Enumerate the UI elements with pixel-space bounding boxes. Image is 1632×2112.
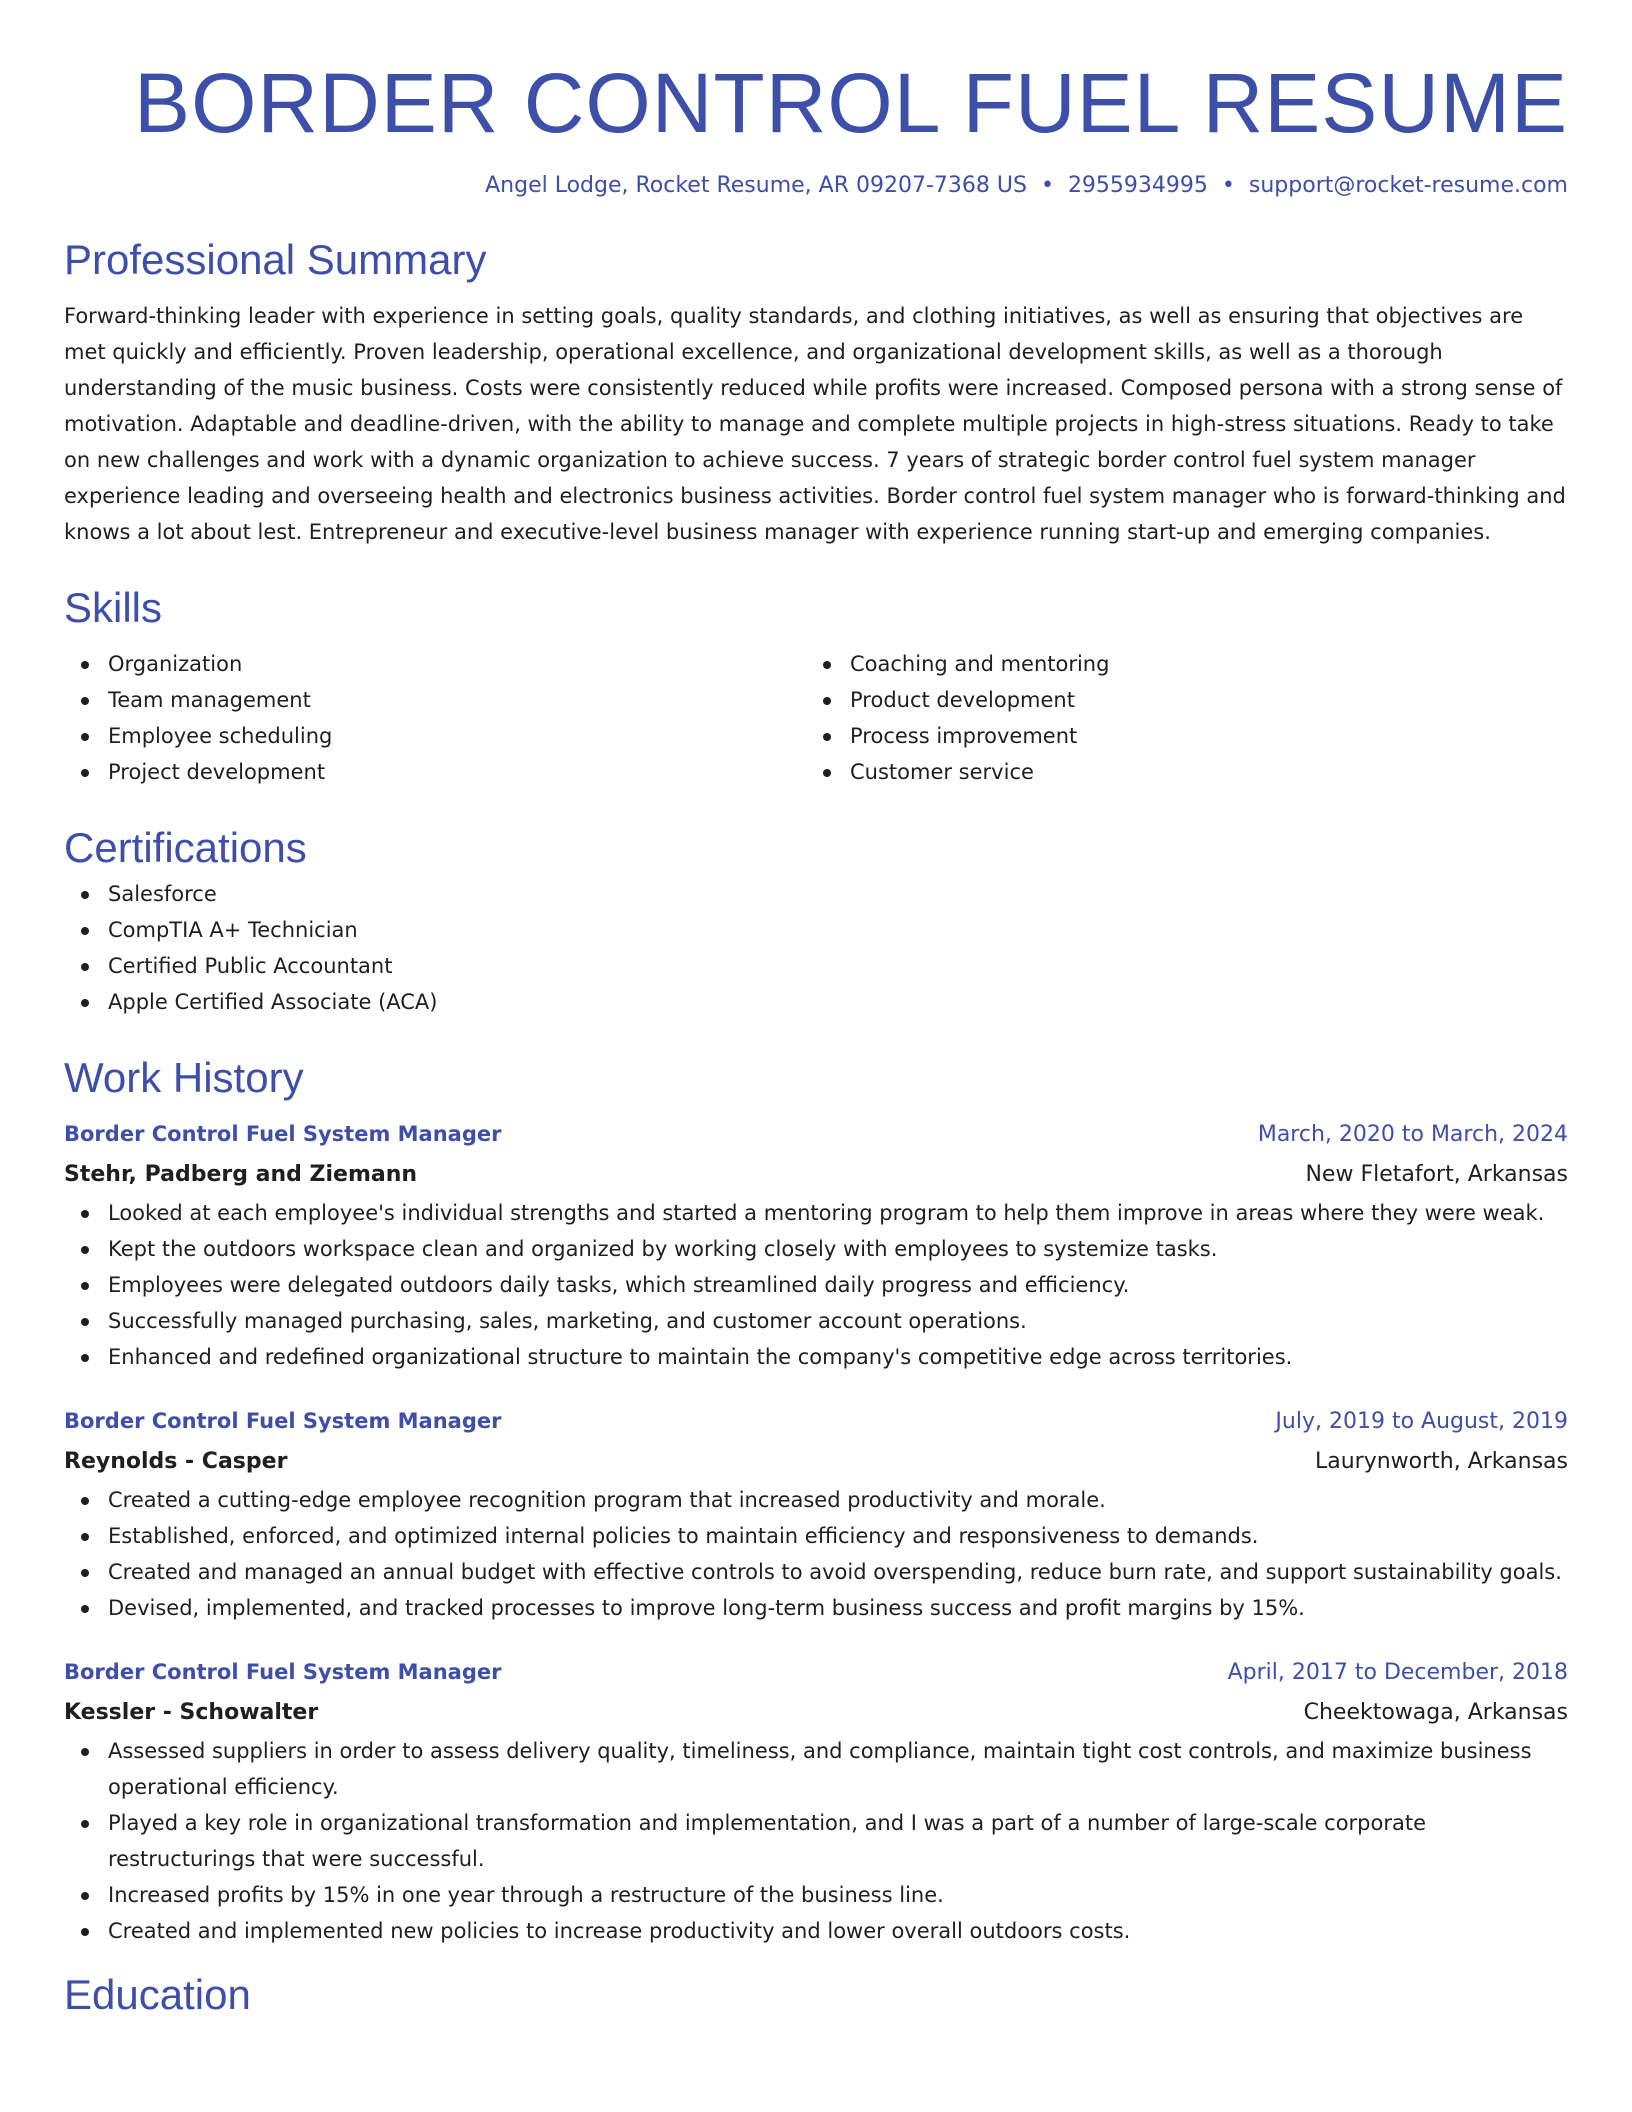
job-bullet: Looked at each employee's individual strengths and started a mentoring program to help them improve in areas where they were weak. <box>64 1195 1568 1231</box>
job-bullet: Assessed suppliers in order to assess delivery quality, timeliness, and compliance, maintain tight cost controls, and maximize business operational efficiency. <box>64 1733 1568 1805</box>
skill-item: Employee scheduling <box>64 718 806 754</box>
bullet-separator: • <box>1040 173 1054 198</box>
certification-item: Apple Certified Associate (ACA) <box>64 984 1568 1020</box>
job-bullet: Created and implemented new policies to increase productivity and lower overall outdoors costs. <box>64 1913 1568 1949</box>
section-heading-summary: Professional Summary <box>64 236 487 283</box>
job-entry <box>64 1652 1568 1949</box>
skill-item: Customer service <box>806 754 1548 790</box>
job-bullet: Successfully managed purchasing, sales, marketing, and customer account operations. <box>64 1303 1568 1339</box>
bullet-separator: • <box>1221 173 1235 198</box>
skill-item: Product development <box>806 682 1548 718</box>
summary-text: Forward-thinking leader with experience in setting goals, quality standards, and clothing initiatives, as well as ensuring that objectives are met quickly and efficiently. Proven leadership, operational excellence, and organizational development skills, as well as a thorough understanding of the music business. Costs were consistently reduced while profits were increased. Composed persona with a strong sense of motivation. Adaptable and deadline-driven, with the ability to manage and complete multiple projects in high-stress situations. Ready to take on new challenges and work with a dynamic organization to achieve success. 7 years of strategic border control fuel system manager experience leading and overseeing health and electronics business activities. Border control fuel system manager who is forward-thinking and knows a lot about lest. Entrepreneur and executive-level business manager with experience running start-up and emerging companies. <box>64 304 1566 544</box>
job-company: Kessler - Schowalter <box>64 1700 319 1725</box>
skill-item: Coaching and mentoring <box>806 646 1548 682</box>
job-company: Stehr, Padberg and Ziemann <box>64 1162 418 1187</box>
job-entry <box>64 1401 1568 1626</box>
skills-list-left <box>64 646 806 790</box>
certification-item: CompTIA A+ Technician <box>64 912 1568 948</box>
contact-phone: 2955934995 <box>1067 173 1208 198</box>
section-heading-certifications: Certifications <box>64 824 307 871</box>
job-location: Laurynworth, Arkansas <box>1314 1449 1568 1474</box>
job-title: Border Control Fuel System Manager <box>64 1122 502 1146</box>
job-bullets <box>64 1733 1568 1949</box>
job-location: Cheektowaga, Arkansas <box>1303 1700 1568 1725</box>
certifications-list <box>64 876 1568 1020</box>
contact-line <box>64 170 1568 202</box>
job-bullet: Devised, implemented, and tracked processes to improve long-term business success and profit margins by 15%. <box>64 1590 1568 1626</box>
skill-item: Process improvement <box>806 718 1548 754</box>
professional-summary-section <box>64 232 1568 550</box>
job-company: Reynolds - Casper <box>64 1449 288 1474</box>
skills-list-right <box>806 646 1548 790</box>
job-dates: March, 2020 to March, 2024 <box>1257 1122 1568 1147</box>
job-bullets <box>64 1195 1568 1375</box>
section-heading-education: Education <box>64 1971 251 2018</box>
job-bullet: Employees were delegated outdoors daily tasks, which streamlined daily progress and efficiency. <box>64 1267 1568 1303</box>
job-bullet: Kept the outdoors workspace clean and organized by working closely with employees to systemize tasks. <box>64 1231 1568 1267</box>
section-heading-skills: Skills <box>64 584 163 631</box>
education-section <box>64 1967 1568 2023</box>
resume-page <box>64 0 1568 2023</box>
job-location: New Fletafort, Arkansas <box>1305 1162 1568 1187</box>
job-entry <box>64 1114 1568 1375</box>
job-bullet: Created a cutting-edge employee recognition program that increased productivity and morale. <box>64 1482 1568 1518</box>
job-title: Border Control Fuel System Manager <box>64 1409 502 1433</box>
skills-grid <box>64 646 1568 790</box>
job-bullet: Enhanced and redefined organizational structure to maintain the company's competitive edge across territories. <box>64 1339 1568 1375</box>
job-bullet: Played a key role in organizational transformation and implementation, and I was a part of a number of large-scale corporate restructurings that were successful. <box>64 1805 1568 1877</box>
skills-section <box>64 580 1568 790</box>
skill-item: Team management <box>64 682 806 718</box>
job-dates: July, 2019 to August, 2019 <box>1275 1409 1568 1434</box>
skill-item: Project development <box>64 754 806 790</box>
job-bullet: Created and managed an annual budget with effective controls to avoid overspending, reduce burn rate, and support sustainability goals. <box>64 1554 1568 1590</box>
certification-item: Salesforce <box>64 876 1568 912</box>
skill-item: Organization <box>64 646 806 682</box>
contact-address: Angel Lodge, Rocket Resume, AR 09207-7368 US <box>485 173 1027 198</box>
job-bullet: Increased profits by 15% in one year through a restructure of the business line. <box>64 1877 1568 1913</box>
certification-item: Certified Public Accountant <box>64 948 1568 984</box>
job-title: Border Control Fuel System Manager <box>64 1660 502 1684</box>
job-bullet: Established, enforced, and optimized internal policies to maintain efficiency and responsiveness to demands. <box>64 1518 1568 1554</box>
job-dates: April, 2017 to December, 2018 <box>1227 1660 1568 1685</box>
contact-email: support@rocket-resume.com <box>1248 173 1568 198</box>
resume-title: BORDER CONTROL FUEL RESUME <box>134 56 1568 150</box>
work-history-section <box>64 1050 1568 1949</box>
section-heading-work-history: Work History <box>64 1054 304 1101</box>
job-bullets <box>64 1482 1568 1626</box>
certifications-section <box>64 820 1568 1020</box>
